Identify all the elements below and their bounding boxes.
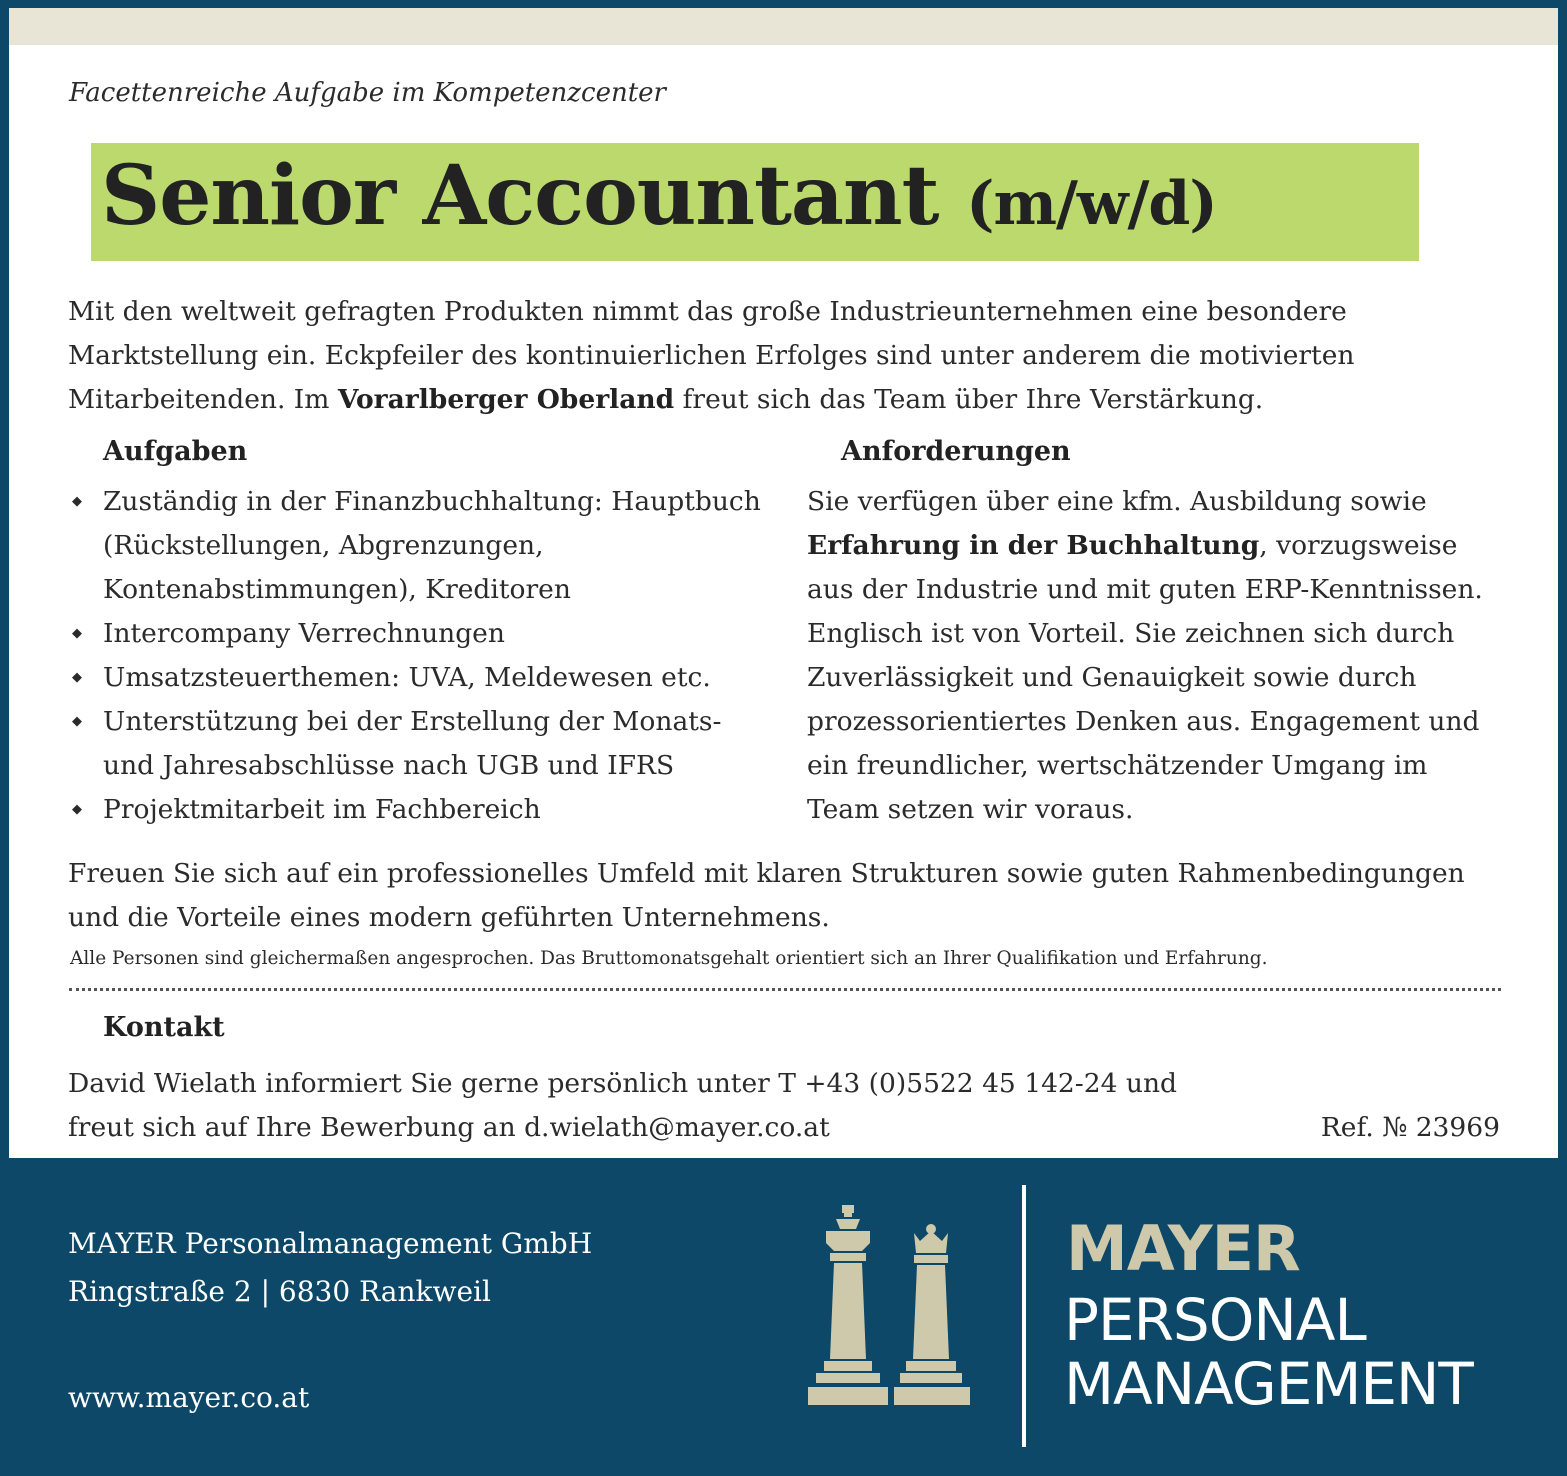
contact-phone-line: David Wielath informiert Sie gerne persönlich unter T +43 (0)5522 45 142-24 und — [68, 1068, 1177, 1099]
req-emphasis: Erfahrung in der Buchhaltung — [807, 530, 1260, 561]
dotted-divider — [69, 988, 1501, 991]
top-band — [9, 8, 1558, 45]
reference-number: Ref. № 23969 — [1320, 1112, 1500, 1143]
job-ad-sheet — [9, 8, 1558, 1158]
contact-block — [68, 1062, 1268, 1150]
list-item: ◆ Umsatzsteuerthemen: UVA, Meldewesen etc. — [68, 656, 768, 700]
closing-paragraph: Freuen Sie sich auf ein professionelles Umfeld mit klaren Strukturen sowie guten Rahmenbedingungen und die Vorteile eines modern geführten Unternehmens. — [68, 858, 1465, 933]
logo-word-personal: PERSONAL — [1064, 1286, 1366, 1354]
logo-word-mayer: MAYER — [1066, 1212, 1300, 1285]
tasks-list — [68, 480, 768, 832]
company-name: MAYER Personalmanagement GmbH — [68, 1227, 593, 1260]
req-text: Sie verfügen über eine kfm. Ausbildung sowie — [807, 486, 1427, 517]
tasks-heading: Aufgaben — [103, 436, 248, 467]
list-item: ◆ Zuständig in der Finanzbuchhaltung: Hauptbuch (Rückstellungen, Abgrenzungen, Kontenabstimmungen), Kreditoren — [68, 480, 768, 612]
logo-divider — [1022, 1185, 1026, 1447]
list-item: ◆ Intercompany Verrechnungen — [68, 612, 768, 656]
job-title-main: Senior Accountant — [101, 148, 939, 244]
job-title-suffix: (m/w/d) — [966, 169, 1217, 239]
website-link[interactable]: www.mayer.co.at — [68, 1381, 310, 1414]
ad-kicker: Facettenreiche Aufgabe im Kompetenzcenter — [69, 78, 666, 108]
intro-text-end: freut sich das Team über Ihre Verstärkung. — [674, 384, 1264, 415]
company-street: Ringstraße 2 | 6830 Rankweil — [68, 1275, 491, 1308]
intro-paragraph — [68, 290, 1508, 422]
chess-king-queen-icon — [800, 1205, 990, 1410]
logo-word-management: MANAGEMENT — [1064, 1350, 1473, 1418]
company-address — [68, 1220, 592, 1316]
requirements-paragraph — [807, 480, 1507, 832]
req-text-end: , vorzugsweise aus der Industrie und mit guten ERP-Kenntnissen. Englisch ist von Vorteil. Sie zeichnen sich durch Zuverlässigkeit und Genauigkeit sowie durch prozessorientiertes Denken aus. Engagement und ein freundlicher, wertschätzender Umgang im Team setzen wir voraus. — [807, 530, 1483, 825]
intro-text: Mit den weltweit gefragten Produkten nimmt das große Industrieunternehmen eine besondere Marktstellung ein. Eckpfeiler des kontinuierlichen Erfolges sind unter anderem die motivierten Mitarbeitenden. Im — [68, 296, 1355, 415]
job-title — [101, 148, 1217, 244]
contact-email-line[interactable]: freut sich auf Ihre Bewerbung an d.wielath@mayer.co.at — [68, 1112, 830, 1143]
list-item: ◆ Unterstützung bei der Erstellung der Monats- und Jahresabschlüsse nach UGB und IFRS — [68, 700, 768, 788]
requirements-heading: Anforderungen — [841, 436, 1071, 467]
fine-print: Alle Personen sind gleichermaßen angesprochen. Das Bruttomonatsgehalt orientiert sich an Ihrer Qualifikation und Erfahrung. — [70, 948, 1268, 969]
intro-location: Vorarlberger Oberland — [337, 384, 675, 415]
contact-heading: Kontakt — [103, 1012, 225, 1043]
list-item: ◆ Projektmitarbeit im Fachbereich — [68, 788, 768, 832]
